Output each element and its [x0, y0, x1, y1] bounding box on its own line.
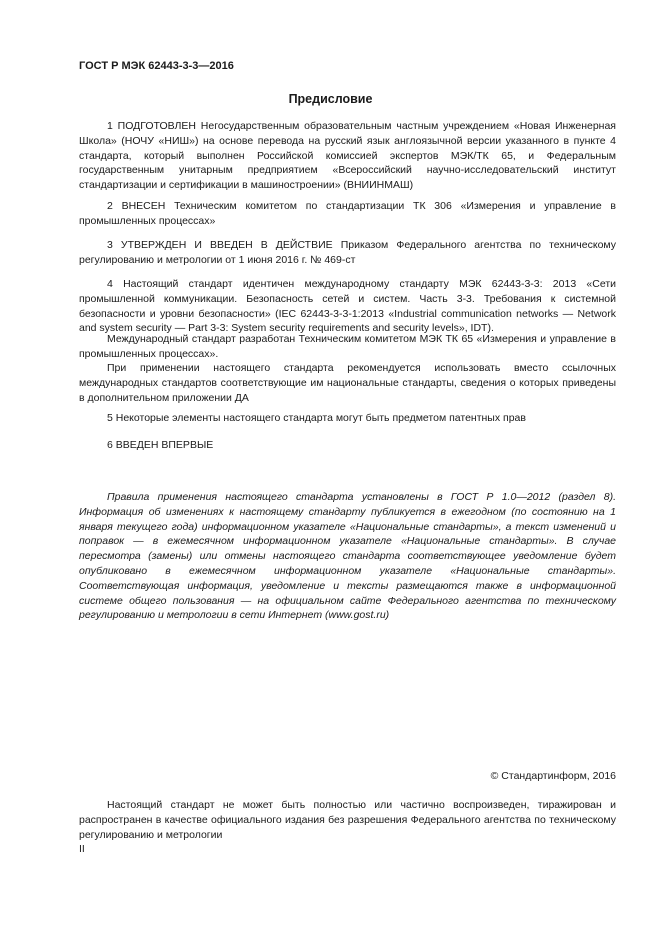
document-code: ГОСТ Р МЭК 62443-3-3—2016	[79, 60, 234, 72]
paragraph-5-patents: 5 Некоторые элементы настоящего стандарта могут быть предметом патентных прав	[107, 412, 526, 424]
paragraph-6-introduced: 6 ВВЕДЕН ВПЕРВЫЕ	[107, 439, 214, 451]
reproduction-notice: Настоящий стандарт не может быть полностью или частично воспроизведен, тиражирован и распространен в качестве официального издания без разрешения Федерального агентства по техническому регулированию и метрологии	[79, 799, 616, 841]
copyright: © Стандартинформ, 2016	[490, 770, 616, 782]
paragraph-3-approved: 3 УТВЕРЖДЕН И ВВЕДЕН В ДЕЙСТВИЕ Приказом Федерального агентства по техническому регулированию и метрологии от 1 июня 2016 г. № 469-ст	[79, 239, 616, 266]
paragraph-4-developer: Международный стандарт разработан Техническим комитетом МЭК ТК 65 «Измерения и управление в промышленных процессах».	[79, 333, 616, 360]
page-number: II	[79, 843, 85, 855]
paragraph-4-application: При применении настоящего стандарта рекомендуется использовать вместо ссылочных международных стандартов соответствующие им национальные стандарты, сведения о которых приведены в дополнительном приложении ДА	[79, 362, 616, 404]
paragraph-2-submitted: 2 ВНЕСЕН Техническим комитетом по стандартизации ТК 306 «Измерения и управление в промышленных процессах»	[79, 200, 616, 227]
paragraph-1-prepared: 1 ПОДГОТОВЛЕН Негосударственным образовательным частным учреждением «Новая Инженерная Школа» (НОЧУ «НИШ») на основе перевода на русский язык англоязычной версии указанного в пункте 4 стандарта, который выполнен Российской комиссией экспертов МЭК/ТК 65, и Федеральным государственным унитарным предприятием «Всероссийский научно-исследовательский институт стандартизации и сертификации в машиностроении» (ВНИИНМАШ)	[79, 120, 616, 192]
paragraph-4-identical: 4 Настоящий стандарт идентичен международному стандарту МЭК 62443-3-3: 2013 «Сети промышленной коммуникации. Безопасность сетей и систем. Часть 3-3. Требования к системной безопасности и уровни безопасности» (IEC 62443-3-3-1:2013 «Industrial communication networks — Network and system security — Part 3-3: System security requirements and security levels», IDT).	[79, 278, 616, 335]
application-rules-notice: Правила применения настоящего стандарта установлены в ГОСТ Р 1.0—2012 (раздел 8). Информация об изменениях к настоящему стандарту публикуется в ежегодном (по состоянию на 1 января текущего года) информационном указателе «Национальные стандарты», а текст изменений и поправок — в ежемесячном информационном указателе «Национальные стандарты». В случае пересмотра (замены) или отмены настоящего стандарта соответствующее уведомление будет опубликовано в ежемесячном информационном указателе «Национальные стандарты». Соответствующая информация, уведомление и тексты размещаются также в информационной системе общего пользования — на официальном сайте Федерального агентства по техническому регулированию и метрологии в сети Интернет (www.gost.ru)	[79, 491, 616, 622]
page-title: Предисловие	[288, 92, 373, 106]
